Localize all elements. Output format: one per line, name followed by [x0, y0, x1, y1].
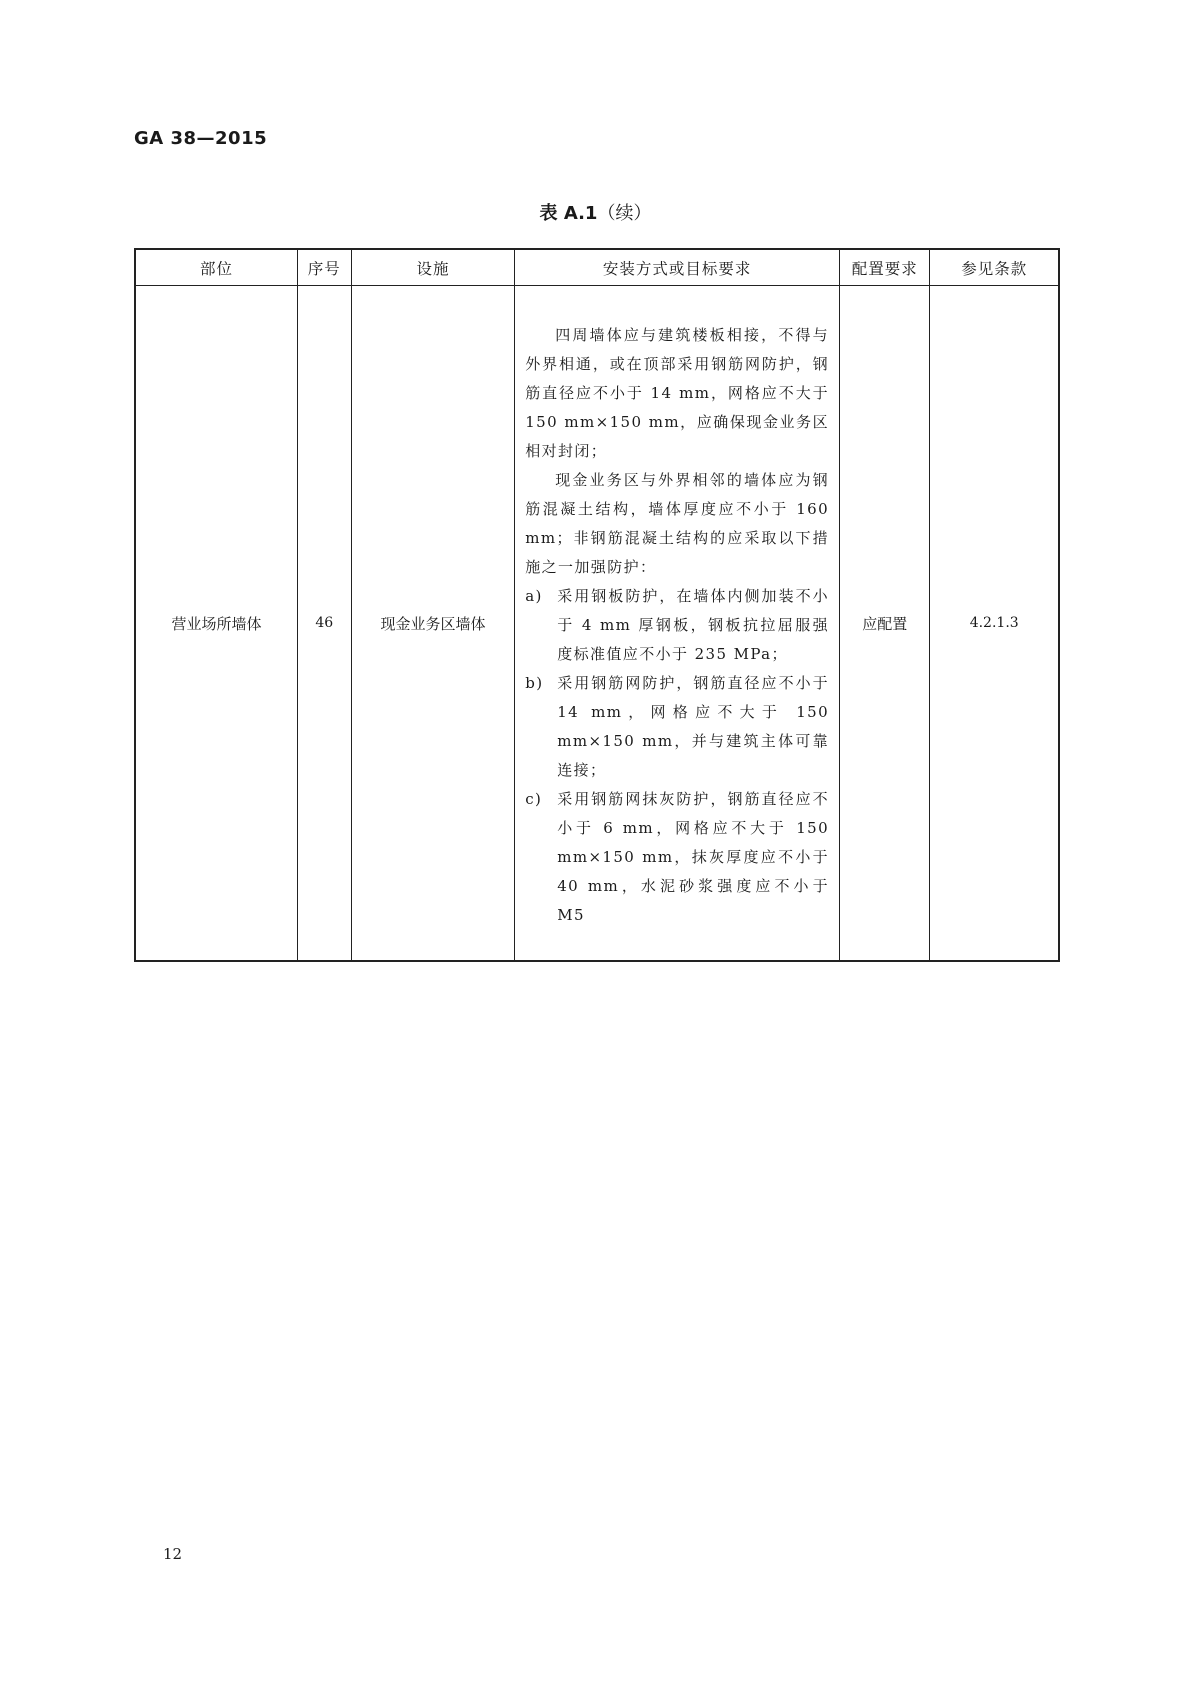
column-header-config: 配置要求	[840, 249, 930, 286]
item-text: 采用钢筋网抹灰防护，钢筋直径应不小于 6 mm，网格应不大于 150 mm×150 mm，抹灰厚度应不小于 40 mm，水泥砂浆强度应不小于 M5	[557, 789, 830, 924]
column-header-number: 序号	[297, 249, 351, 286]
table-header-row	[135, 249, 1059, 286]
requirement-item-b	[525, 669, 829, 785]
requirements-table	[134, 248, 1060, 962]
page-number: 12	[163, 1545, 183, 1563]
requirement-item-c	[525, 785, 829, 930]
item-text: 采用钢筋网防护，钢筋直径应不小于 14 mm，网格应不大于 150 mm×150 mm，并与建筑主体可靠连接；	[557, 673, 830, 779]
column-header-location: 部位	[135, 249, 297, 286]
column-header-clause: 参见条款	[930, 249, 1059, 286]
table-row	[135, 286, 1059, 962]
requirement-item-a	[525, 582, 829, 669]
table-caption-main: 表 A.1	[539, 203, 598, 224]
table-caption-suffix: （续）	[597, 203, 652, 224]
column-header-requirement: 安装方式或目标要求	[515, 249, 840, 286]
table-caption	[0, 199, 1191, 225]
cell-facility: 现金业务区墙体	[351, 286, 515, 962]
cell-config: 应配置	[840, 286, 930, 962]
column-header-facility: 设施	[351, 249, 515, 286]
item-label: a)	[525, 586, 543, 605]
cell-number: 46	[297, 286, 351, 962]
standard-code: GA 38—2015	[134, 128, 268, 149]
cell-location: 营业场所墙体	[135, 286, 297, 962]
requirement-paragraph-1: 四周墙体应与建筑楼板相接，不得与外界相通，或在顶部采用钢筋网防护，钢筋直径应不小于 14 mm，网格应不大于 150 mm×150 mm，应确保现金业务区相对封闭；	[525, 325, 830, 460]
item-text: 采用钢板防护，在墙体内侧加装不小于 4 mm 厚钢板，钢板抗拉屈服强度标准值应不小于 235 MPa；	[557, 586, 830, 663]
document-header	[134, 128, 267, 149]
requirement-paragraph-2: 现金业务区与外界相邻的墙体应为钢筋混凝土结构，墙体厚度应不小于 160 mm；非钢筋混凝土结构的应采取以下措施之一加强防护：	[525, 470, 830, 576]
item-label: c)	[525, 789, 543, 808]
item-label: b)	[525, 673, 544, 692]
cell-requirement	[515, 286, 840, 962]
cell-clause: 4.2.1.3	[930, 286, 1059, 962]
